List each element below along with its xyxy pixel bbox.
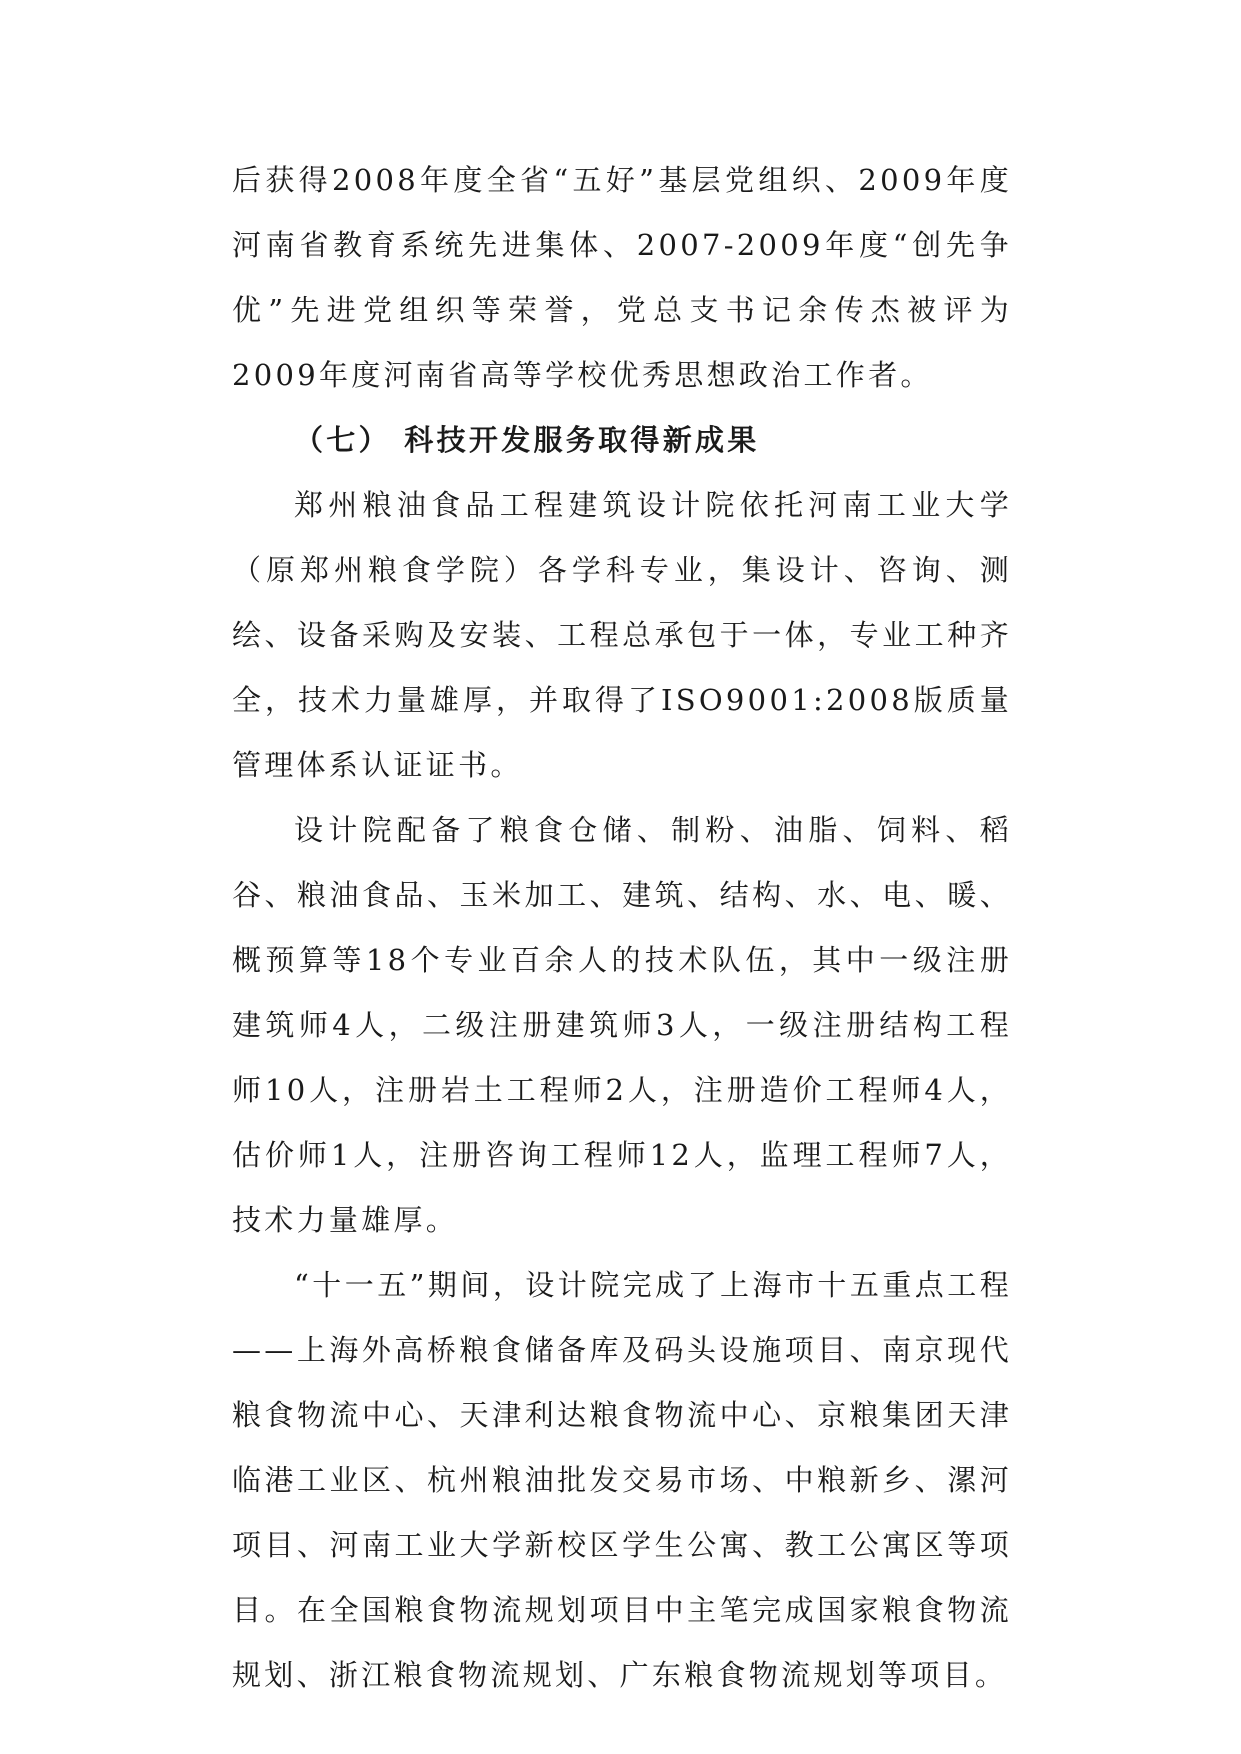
document-body [232, 148, 1012, 1708]
paragraph-design-institute-intro: 郑州粮油食品工程建筑设计院依托河南工业大学（原郑州粮食学院）各学科专业，集设计、咨询、测绘、设备采购及安装、工程总承包于一体，专业工种齐全，技术力量雄厚，并取得了ISO9001:2008版质量管理体系认证证书。 [232, 488, 1012, 782]
paragraph-completed-projects: “十一五”期间，设计院完成了上海市十五重点工程——上海外高桥粮食储备库及码头设施项目、南京现代粮食物流中心、天津利达粮食物流中心、京粮集团天津临港工业区、杭州粮油批发交易市场、中粮新乡、漯河项目、河南工业大学新校区学生公寓、教工公寓区等项目。在全国粮食物流规划项目中主笔完成国家粮食物流规划、浙江粮食物流规划、广东粮食物流规划等项目。 [232, 1268, 1012, 1692]
paragraph-technical-team: 设计院配备了粮食仓储、制粉、油脂、饲料、稻谷、粮油食品、玉米加工、建筑、结构、水、电、暖、概预算等18个专业百余人的技术队伍，其中一级注册建筑师4人，二级注册建筑师3人，一级注册结构工程师10人，注册岩土工程师2人，注册造价工程师4人，估价师1人，注册咨询工程师12人，监理工程师7人，技术力量雄厚。 [232, 813, 1012, 1237]
section-heading: （七） 科技开发服务取得新成果 [294, 423, 760, 457]
paragraph-continued: 后获得2008年度全省“五好”基层党组织、2009年度河南省教育系统先进集体、2007-2009年度“创先争优”先进党组织等荣誉，党总支书记余传杰被评为2009年度河南省高等学校优秀思想政治工作者。 [232, 163, 1012, 392]
